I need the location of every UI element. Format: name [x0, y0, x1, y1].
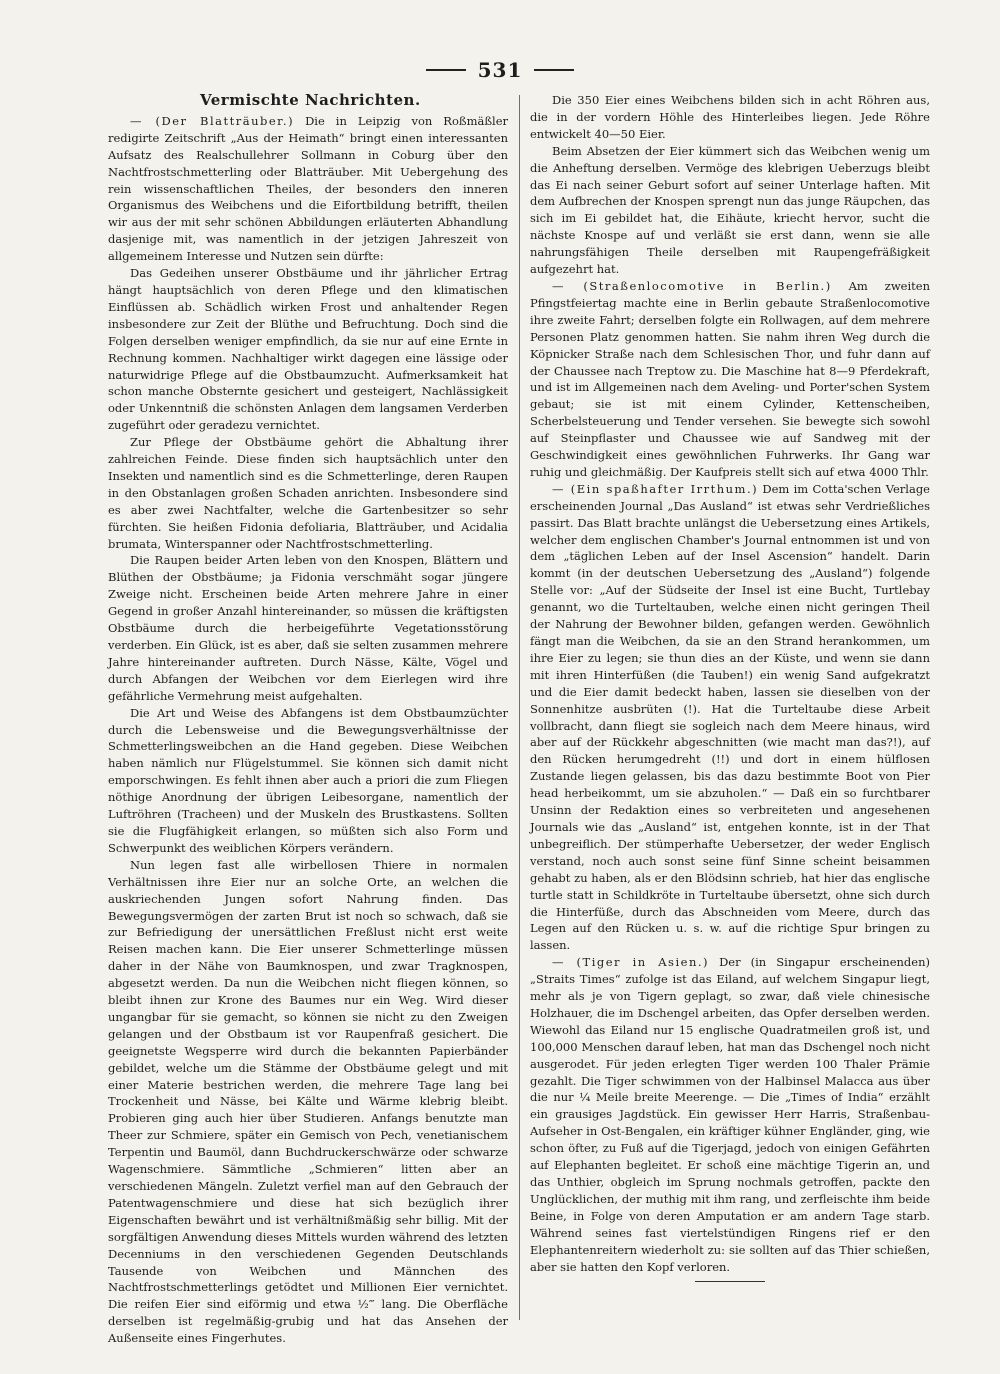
paragraph-text: Der (in Singapur erscheinenden) „Straits Times“ zufolge ist das Eiland, auf welchem Singapur liegt, mehr als je von Tigern geplagt, so zwar, daß viele chinesische Holzhauer, die im Dschengel arbeiten, das Opfer derselben werden. Wiewohl das Eiland nur 15 englische Quadratmeilen groß ist, und 100,000 Menschen darauf leben, hat man das Dschengel noch nicht ausgerodet. Für jeden erlegten Tiger werden 100 Thaler Prämie gezahlt. Die Tiger schwimmen von der Halbinsel Malacca aus über die nur ¼ Meile breite Meerenge. — Die „Times of India“ erzählt ein grausiges Jagdstück. Ein gewisser Herr Harris, Straßenbau-Aufseher in Ost-Bengalen, ein kräftiger kühner Engländer, ging, wie schon öfter, zu Fuß auf die Tigerjagd, jedoch von einigen Gefährten auf Elephanten begleitet. Er schoß eine mächtige Tigerin an, und das Unthier, obgleich im Sprung nochmals getroffen, packte den Unglücklichen, der muthig mit ihm rang, und zerfleischte ihm beide Beine, in Folge von deren Amputation er am andern Tage starb. Während seines fast viertelstündigen Ringens rief er den Elephantenreitern wiederholt zu: sie sollten auf das Thier schießen, aber sie hatten den Kopf verloren.	[530, 955, 930, 1274]
article-paragraph	[530, 481, 930, 954]
article-paragraph: Nun legen fast alle wirbellosen Thiere in normalen Verhältnissen ihre Eier nur an solche Orte, an welchen die auskriechenden Jungen sofort Nahrung finden. Das Bewegungsvermögen der zarten Brut ist noch so schwach, daß sie zur Befriedigung der unersättlichen Freßlust nicht erst weite Reisen machen kann. Die Eier unserer Schmetterlinge müssen daher in der Nähe von Baumknospen, und zwar Tragknospen, abgesetzt werden. Da nun die Weibchen nicht fliegen können, so bleibt ihnen zur Krone des Baumes nur ein Weg. Wird dieser ungangbar für sie gemacht, so können sie nicht zu den Zweigen gelangen und der Obstbaum ist vor Raupenfraß gesichert. Die geeignetste Wegsperre wird durch die bekannten Papierbänder gebildet, welche um die Stämme der Obstbäume gelegt und mit einer Materie bestrichen werden, die mehrere Tage lang bei Trockenheit und Nässe, bei Kälte und Wärme klebrig bleibt. Probieren ging auch hier über Studieren. Anfangs benutzte man Theer zur Schmiere, später ein Gemisch von Pech, venetianischem Terpentin und Baumöl, dann Buchdruckerschwärze oder schwarze Wagenschmiere. Sämmtliche „Schmieren“ litten aber an verschiedenen Mängeln. Zuletzt verfiel man auf den Gebrauch der Patentwagenschmiere und diese hat sich bezüglich ihrer Eigenschaften bewährt und ist verhältnißmäßig sehr billig. Mit der sorgfältigen Anwendung dieses Mittels wurden während des letzten Decenniums in den verschiedenen Gegenden Deutschlands Tausende von Weibchen und Männchen des Nachtfrostschmetterlings getödtet und Millionen Eier vernichtet. Die reifen Eier sind eiförmig und etwa ½‴ lang. Die Oberfläche derselben ist regelmäßig-grubig und hat das Ansehen der Außenseite eines Fingerhutes.	[108, 857, 508, 1346]
article-rubric: — (Ein spaßhafter Irrthum.)	[552, 481, 759, 496]
header-rule-right	[534, 69, 574, 71]
article-rubric: — (Straßenlocomotive in Berlin.)	[552, 278, 832, 293]
end-rule	[695, 1281, 765, 1282]
article-paragraph	[530, 278, 930, 481]
article-rubric: — (Der Blatträuber.)	[130, 113, 295, 128]
article-paragraph: Die Raupen beider Arten leben von den Knospen, Blättern und Blüthen der Obstbäume; ja Fidonia verschmäht sogar jüngere Zweige nicht. Erscheinen beide Arten mehrere Jahre in einer Gegend in großer Anzahl hintereinander, so müssen die kräftigsten Obstbäume durch die herbeigeführte Vegetationsstörung verderben. Ein Glück, ist es aber, daß sie selten zusammen mehrere Jahre hintereinander auftreten. Durch Nässe, Kälte, Vögel und durch Abfangen der Weibchen vor dem Eierlegen wird ihre gefährliche Vermehrung meist aufgehalten.	[108, 553, 508, 703]
paragraph-text: Dem im Cotta'schen Verlage erscheinenden Journal „Das Ausland“ ist etwas sehr Verdrießliches passirt. Das Blatt brachte unlängst die Uebersetzung eines Artikels, welcher dem englischen Chamber's Journal entnommen ist und von dem „täglichen Leben auf der Insel Ascension“ handelt. Darin kommt (in der deutschen Uebersetzung des „Ausland“) folgende Stelle vor: „Auf der Südseite der Insel ist eine Bucht, Turtlebay genannt, wo die Turteltauben, welche einen nicht geringen Theil der Nahrung der Bewohner bilden, gefangen werden. Gewöhnlich fängt man die Weibchen, da sie an den Strand herankommen, um ihre Eier zu legen; sie thun dies an der Küste, und wenn sie dann mit ihren Hinterfüßen (die Tauben!) ein wenig Sand aufgekratzt und die Eier damit bedeckt haben, lassen sie dieselben von der Sonnenhitze ausbrüten (!). Hat die Turteltaube diese Arbeit vollbracht, dann fliegt sie sogleich nach dem Meere hinaus, wird aber auf der Rückkehr abgeschnitten (wie macht man das?!), auf den Rücken herumgedreht (!!) und dort in einem hülflosen Zustande liegen gelassen, bis das dazu bestimmte Boot von Pier head herbeikommt, um sie abzuholen.“ — Daß ein so furchtbarer Unsinn der Redaktion eines so verbreiteten und angesehenen Journals wie das „Ausland“ ist, entgehen konnte, ist in der That unbegreiflich. Der stümperhafte Uebersetzer, der weder Englisch verstand, noch auch sonst seine fünf Sinne scheint beisammen gehabt zu haben, als er den Blödsinn schrieb, hat hier das englische turtle statt in Schildkröte in Turteltaube übersetzt, ohne sich durch die Hinterfüße, durch das Abschneiden vom Meere, durch das Legen auf den Rücken u. s. w. auf die richtige Spur bringen zu lassen.	[530, 481, 930, 953]
page-header	[0, 50, 1000, 90]
column-divider	[519, 95, 520, 1320]
article-rubric: — (Tiger in Asien.)	[552, 955, 709, 970]
article-paragraph: Beim Absetzen der Eier kümmert sich das Weibchen wenig um die Anheftung derselben. Vermöge des klebrigen Ueberzugs bleibt das Ei nach seiner Geburt sofort auf seiner Unterlage haften. Mit dem Aufbrechen der Knospen sprengt nun das junge Räupchen, das sich im Ei gebildet hat, die Eihäute, kriecht hervor, sucht die nächste Knospe auf und verläßt sie erst dann, wenn sie alle nahrungsfähigen Theile derselben mit Raupengefräßigkeit aufgezehrt hat.	[530, 143, 930, 277]
article-paragraph	[108, 113, 508, 265]
header-rule-left	[426, 69, 466, 71]
article-paragraph: Die Art und Weise des Abfangens ist dem Obstbaumzüchter durch die Lebensweise und die Bewegungsverhältnisse der Schmetterlingsweibchen an die Hand gegeben. Diese Weibchen haben nämlich nur Flügelstummel. Sie können sich damit nicht emporschwingen. Es fehlt ihnen aber auch a priori die zum Fliegen nöthige Anordnung der übrigen Leibesorgane, namentlich der Luftröhren (Tracheen) und der Muskeln des Brustkastens. Sollten sie die Flugfähigkeit erlangen, so müßten sich also Form und Schwerpunkt des weiblichen Körpers verändern.	[108, 705, 508, 855]
paragraph-text: Die in Leipzig von Roßmäßler redigirte Zeitschrift „Aus der Heimath“ bringt einen interessanten Aufsatz des Realschullehrer Sollmann in Coburg über den Nachtfrostschmetterling oder Blatträuber. Mit Uebergehung des rein wissenschaftlichen Theiles, der besonders den inneren Organismus des Weibchens und die Eifortbildung betrifft, theilen wir aus der mit sehr schönen Abbildungen erläuterten Abhandlung dasjenige mit, was namentlich in der jetzigen Jahreszeit von allgemeinem Interesse und Nutzen sein dürfte:	[108, 113, 508, 264]
left-column	[108, 92, 508, 1347]
right-column	[530, 92, 930, 1282]
paragraph-text: Am zweiten Pfingstfeiertag machte eine in Berlin gebaute Straßenlocomotive ihre zweite Fahrt; derselben folgte ein Rollwagen, auf dem mehrere Personen Platz genommen hatten. Sie nahm ihren Weg durch die Köpnicker Straße nach dem Schlesischen Thor, und fuhr dann auf der Chaussee nach Treptow zu. Die Maschine hat 8—9 Pferdekraft, und ist im Allgemeinen nach dem Aveling- und Porter'schen System gebaut; sie ist mit einem Cylinder, Kettenscheiben, Scherbelsteuerung und Tender versehen. Sie bewegte sich sowohl auf Steinpflaster und Chaussee wie auf Sandweg mit der Geschwindigkeit eines gewöhnlichen Fuhrwerks. Ihr Gang war ruhig und gleichmäßig. Der Kaufpreis stellt sich auf etwa 4000 Thlr.	[530, 278, 930, 479]
article-paragraph: Zur Pflege der Obstbäume gehört die Abhaltung ihrer zahlreichen Feinde. Diese finden sich hauptsächlich unter den Insekten und namentlich sind es die Schmetterlinge, deren Raupen in den Obstanlagen großen Schaden anrichten. Insbesondere sind es aber zwei Nachtfalter, welche die Gartenbesitzer so sehr fürchten. Sie heißen Fidonia defoliaria, Blatträuber, und Acidalia brumata, Winterspanner oder Nachtfrostschmetterling.	[108, 435, 508, 551]
page-number: 531	[477, 58, 523, 82]
article-paragraph	[530, 954, 930, 1275]
article-paragraph: Das Gedeihen unserer Obstbäume und ihr jährlicher Ertrag hängt hauptsächlich von deren Pflege und den klimatischen Einflüssen ab. Schädlich wirken Frost und anhaltender Regen insbesondere zur Zeit der Blüthe und Befruchtung. Doch sind die Folgen derselben weniger empfindlich, da sie nur auf eine Ernte in Rechnung kommen. Nachhaltiger wirkt dagegen eine lässige oder naturwidrige Pflege auf die Obstbaumzucht. Aufmerksamkeit hat schon manche Obsternte gesichert und gesteigert, Nachlässigkeit oder Unkenntniß die schönsten Anlagen dem langsamen Verderben zugeführt oder geradezu vernichtet.	[108, 266, 508, 433]
section-title: Vermischte Nachrichten.	[200, 91, 421, 109]
article-paragraph: Die 350 Eier eines Weibchens bilden sich in acht Röhren aus, die in der vordern Höhle des Hinterleibes liegen. Jede Röhre entwickelt 40—50 Eier.	[530, 93, 930, 141]
